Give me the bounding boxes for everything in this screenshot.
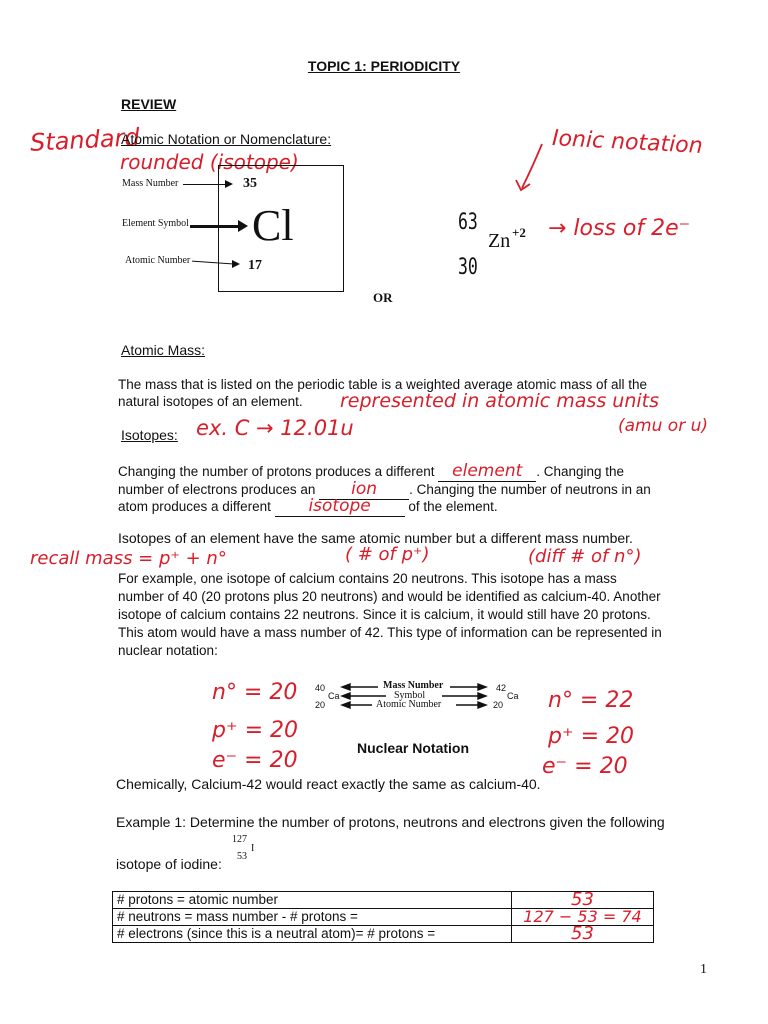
ca40-atomic: 20 (315, 700, 326, 710)
row-electrons-answer: 53 (512, 926, 654, 943)
ca40-protons-note: p⁺ = 20 (212, 718, 298, 743)
ca40-mass: 40 (315, 683, 326, 693)
atomic-mass-line-1: The mass that is listed on the periodic table is a weighted average atomic mass of all the (118, 377, 648, 392)
ionic-charge: +2 (512, 225, 526, 240)
nuclear-symbol-label: Symbol (394, 690, 426, 701)
ca40-electrons-note: e⁻ = 20 (212, 748, 298, 773)
ionic-atomic-number: 30 (458, 255, 478, 280)
row-neutrons-label: # neutrons = mass number - # protons = (113, 909, 512, 926)
represented-annotation: represented in atomic mass units (340, 390, 659, 412)
isotope-sentence-1: Changing the number of protons produces a different element . Changing the (118, 460, 625, 481)
table-row (113, 926, 654, 943)
ca40-neutrons-note: n° = 20 (212, 680, 298, 705)
nuclear-atomic-label: Atomic Number (376, 699, 442, 710)
atomic-mass-heading: Atomic Mass: (121, 342, 206, 358)
table-row (113, 892, 654, 909)
atomic-number-label: Atomic Number (125, 255, 191, 266)
amu-annotation: (amu or u) (618, 416, 708, 436)
row-protons-answer: 53 (512, 892, 654, 909)
ca42-electrons-note: e⁻ = 20 (542, 754, 628, 779)
row-neutrons-answer: 127 − 53 = 74 (512, 909, 654, 926)
ionic-symbol: Zn (488, 230, 511, 252)
page-number: 1 (700, 962, 707, 977)
example1-prompt: Example 1: Determine the number of protons, neutrons and electrons given the following (116, 814, 665, 830)
ionic-notation-annotation: Ionic notation (551, 126, 704, 159)
isotope-definition: Isotopes of an element have the same atomic number but a different mass number. (118, 530, 633, 546)
atomic-number-value: 17 (248, 258, 262, 273)
iodine-atomic: 53 (237, 851, 247, 862)
iodine-symbol: I (251, 843, 255, 854)
row-electrons-label: # electrons (since this is a neutral atom)= # protons = (113, 926, 512, 943)
element-symbol-arrowhead (238, 220, 248, 232)
nuclear-notation-caption: Nuclear Notation (357, 740, 470, 756)
blank-element[interactable]: element (438, 463, 536, 482)
element-symbol: Cl (252, 201, 294, 250)
review-heading: REVIEW (121, 96, 177, 112)
iodine-mass: 127 (232, 834, 247, 845)
recall-annotation: recall mass = p⁺ + n° (30, 548, 227, 569)
element-symbol-arrow (190, 225, 238, 228)
mass-number-label: Mass Number (122, 178, 179, 189)
ca42-mass: 42 (496, 683, 507, 693)
nuclear-mass-label: Mass Number (383, 680, 444, 691)
mass-number-value: 35 (243, 176, 257, 191)
or-text: OR (373, 290, 393, 305)
chemically-line: Chemically, Calcium-42 would react exactly the same as calcium-40. (116, 776, 541, 792)
row-protons-label: # protons = atomic number (113, 892, 512, 909)
example-paragraph-line-5: nuclear notation: (118, 643, 218, 658)
isotopes-heading: Isotopes: (121, 427, 178, 443)
ca42-neutrons-note: n° = 22 (548, 688, 634, 713)
ionic-annotation-arrow (508, 140, 548, 196)
standard-annotation: Standard (29, 123, 141, 157)
blank-isotope[interactable]: isotope (275, 498, 405, 517)
example-paragraph-line-2: number of 40 (20 protons plus 20 neutrons) and would be identified as calcium-40. Another (118, 589, 661, 604)
ionic-mass-number: 63 (458, 210, 478, 235)
rounded-annotation: rounded (isotope) (120, 150, 299, 174)
atomic-number-arrowhead (232, 260, 240, 268)
atomic-mass-line-2: natural isotopes of an element. (118, 394, 303, 409)
isotope-sentence-2: number of electrons produces an ion . Changing the number of neutrons in an (118, 478, 651, 499)
example-paragraph-line-1: For example, one isotope of calcium contains 20 neutrons. This isotope has a mass (118, 571, 617, 586)
ca42-symbol: Ca (507, 691, 519, 701)
page-title: TOPIC 1: PERIODICITY (307, 58, 461, 74)
ca42-protons-note: p⁺ = 20 (548, 724, 634, 749)
notation-heading: Atomic Notation or Nomenclature: (121, 131, 332, 147)
neutrons-diff-annotation: (diff # of n°) (528, 546, 642, 567)
protons-annotation: ( # of p⁺) (345, 544, 430, 565)
ca40-symbol: Ca (328, 691, 340, 701)
isotope-sentence-3: atom produces a different isotope of the element. (118, 495, 498, 516)
iodine-table (112, 891, 654, 943)
example-paragraph-line-3: isotope of calcium contains 22 neutrons. Since it is calcium, it would still have 20 protons. (118, 607, 651, 622)
ca42-atomic: 20 (493, 700, 504, 710)
iodine-label: isotope of iodine: (116, 856, 222, 872)
example-annotation: ex. C → 12.01u (196, 416, 354, 440)
blank-ion[interactable]: ion (319, 481, 409, 500)
loss-annotation: → loss of 2e⁻ (548, 216, 691, 241)
element-symbol-label: Element Symbol (122, 218, 189, 229)
example-paragraph-line-4: This atom would have a mass number of 42. This type of information can be represented in (118, 625, 662, 640)
